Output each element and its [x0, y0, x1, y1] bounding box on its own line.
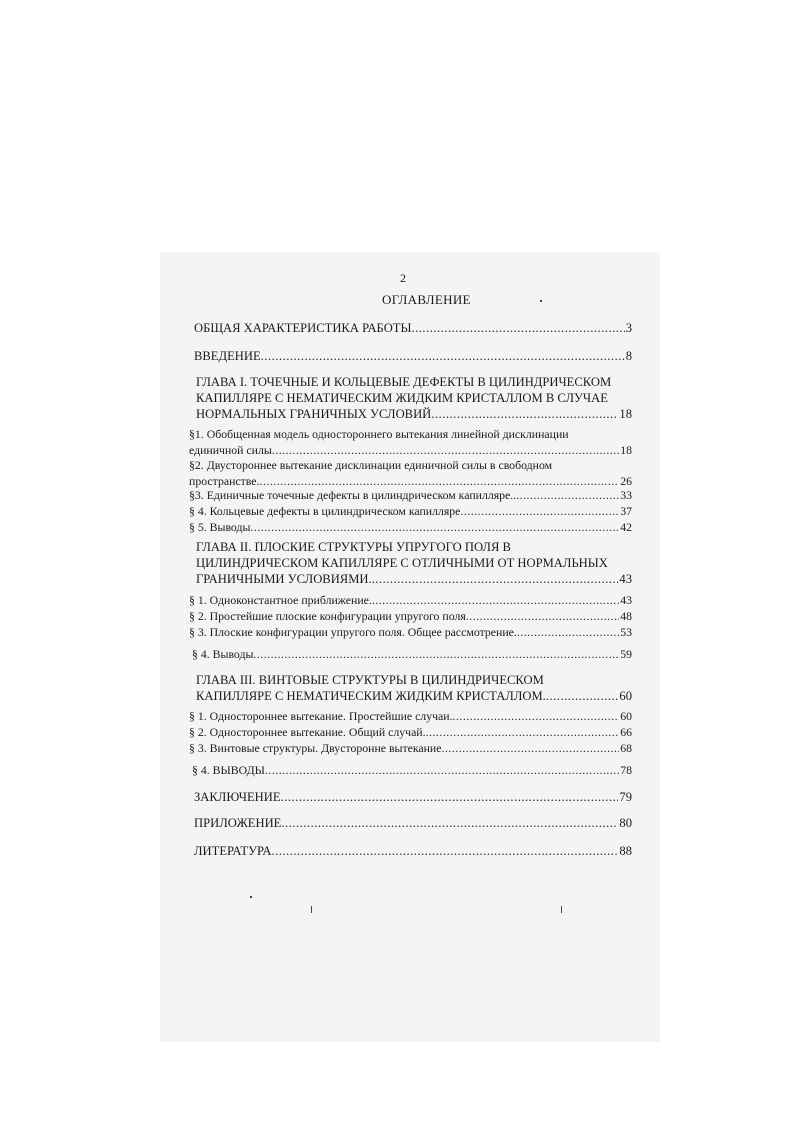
toc-entry-title: ОБЩАЯ ХАРАКТЕРИСТИКА РАБОТЫ — [194, 321, 412, 335]
toc-entry-line: ГЛАВА I. ТОЧЕЧНЫЕ И КОЛЬЦЕВЫЕ ДЕФЕКТЫ В ЦИЛИНДРИЧЕСКОМ — [196, 375, 612, 389]
toc-page-number: 33 — [620, 488, 632, 502]
dot-leader — [261, 348, 625, 364]
toc-entry — [189, 457, 632, 489]
toc-entry — [194, 815, 632, 831]
toc-entry — [194, 348, 632, 364]
scan-speck — [540, 300, 542, 302]
toc-entry-line: ГЛАВА III. ВИНТОВЫЕ СТРУКТУРЫ В ЦИЛИНДРИЧЕСКОМ — [196, 673, 544, 687]
toc-page-number: 59 — [620, 647, 632, 661]
toc-entry — [194, 320, 632, 336]
dot-leader — [460, 503, 619, 519]
dot-leader — [272, 843, 619, 859]
toc-entry-line: §2. Двустороннее вытекание дисклинации единичной силы в свободном — [189, 458, 553, 472]
toc-page-number: 80 — [619, 816, 632, 830]
toc-page-number: 26 — [620, 474, 632, 488]
toc-page-number: 37 — [620, 504, 632, 518]
dot-leader — [253, 646, 619, 662]
dot-leader — [272, 442, 619, 458]
toc-entry-title: § 3. Винтовые структуры. Двусторонне вытекание — [189, 741, 442, 755]
toc-entry — [189, 519, 632, 535]
toc-entry — [196, 539, 632, 587]
dot-leader — [372, 571, 619, 587]
page-number: 2 — [400, 271, 406, 285]
toc-entry — [192, 646, 632, 662]
toc-page-number: 60 — [620, 709, 632, 723]
toc-page-number: 42 — [620, 520, 632, 534]
dot-leader — [453, 708, 620, 724]
toc-entry — [194, 843, 632, 859]
toc-entry-title: ГРАНИЧНЫМИ УСЛОВИЯМИ. — [196, 572, 372, 586]
toc-entry-title: § 3. Плоские конфигурации упругого поля. Общее рассмотрение. — [189, 625, 517, 639]
toc-page-number: 60 — [619, 689, 632, 703]
toc-page-number: 48 — [620, 609, 632, 623]
dot-leader — [372, 592, 619, 608]
toc-entry — [189, 487, 632, 503]
toc-entry-title: единичной силы — [189, 443, 272, 457]
toc-entry — [189, 624, 632, 640]
toc-entry-title: § 4. Выводы — [192, 647, 254, 661]
dot-leader — [466, 608, 619, 624]
toc-entry — [192, 762, 632, 778]
dot-leader — [546, 688, 619, 704]
toc-page-number: 66 — [620, 725, 632, 739]
toc-page-number: 18 — [620, 443, 632, 457]
toc-entry — [189, 708, 632, 724]
dot-leader — [281, 789, 619, 805]
toc-page-number: 79 — [619, 790, 632, 804]
toc-entry-title: КАПИЛЛЯРЕ С НЕМАТИЧЕСКИМ ЖИДКИМ КРИСТАЛЛОМ. — [196, 689, 546, 703]
toc-entry — [196, 672, 632, 704]
toc-page-number: 3 — [625, 321, 632, 335]
toc-entry-title: § 4. Кольцевые дефекты в цилиндрическом капилляре — [189, 504, 461, 518]
dot-leader — [411, 320, 624, 336]
toc-page-number: 78 — [620, 763, 632, 777]
toc-entry — [189, 608, 632, 624]
toc-entry-title: § 2. Одностороннее вытекание. Общий случай. — [189, 725, 426, 739]
toc-entry-title: §3. Единичные точечные дефекты в цилиндрическом капилляре.. — [189, 488, 517, 502]
dot-leader — [265, 762, 619, 778]
toc-page-number: 18 — [619, 407, 632, 421]
toc-entry-line: ЦИЛИНДРИЧЕСКОМ КАПИЛЛЯРЕ С ОТЛИЧНЫМИ ОТ НОРМАЛЬНЫХ — [196, 556, 608, 570]
toc-entry — [196, 374, 632, 422]
scan-speck — [250, 896, 252, 898]
dot-leader — [516, 487, 619, 503]
toc-page-number: 43 — [619, 572, 632, 586]
toc-page-number: 43 — [620, 593, 632, 607]
toc-entry — [194, 789, 632, 805]
toc-entry-title: § 2. Простейшие плоские конфигурации упругого поля — [189, 609, 466, 623]
toc-entry-title: § 4. ВЫВОДЫ — [192, 763, 265, 777]
toc-entry — [189, 592, 632, 608]
dot-leader — [431, 406, 618, 422]
toc-entry — [189, 740, 632, 756]
toc-entry-title: ЗАКЛЮЧЕНИЕ — [194, 790, 281, 804]
toc-entry — [189, 503, 632, 519]
toc-entry-title: ЛИТЕРАТУРА — [194, 844, 272, 858]
toc-entry-title: НОРМАЛЬНЫХ ГРАНИЧНЫХ УСЛОВИЙ — [196, 407, 432, 421]
toc-entry-title: § 1. Одностороннее вытекание. Простейшие случаи. — [189, 709, 453, 723]
toc-entry — [189, 724, 632, 740]
toc-entry-title: § 5. Выводы — [189, 520, 251, 534]
toc-entry-title: ПРИЛОЖЕНИЕ — [194, 816, 282, 830]
toc-page-number: 8 — [625, 349, 632, 363]
toc-entry — [189, 426, 632, 458]
dot-leader — [442, 740, 620, 756]
dot-leader — [281, 815, 618, 831]
toc-entry-title: ВВЕДЕНИЕ — [194, 349, 261, 363]
toc-entry-title: пространстве. — [189, 474, 260, 488]
dot-leader — [517, 624, 619, 640]
toc-page-number: 68 — [620, 741, 632, 755]
toc-page-number: 88 — [619, 844, 632, 858]
dot-leader — [250, 519, 619, 535]
toc-entry-line: ГЛАВА II. ПЛОСКИЕ СТРУКТУРЫ УПРУГОГО ПОЛЯ В — [196, 540, 511, 554]
scan-speck — [311, 906, 312, 913]
toc-page-number: 53 — [620, 625, 632, 639]
toc-entry-title: § 1. Одноконстантное приближение. — [189, 593, 372, 607]
toc-heading: ОГЛАВЛЕНИЕ — [382, 292, 471, 307]
toc-entry-line: КАПИЛЛЯРЕ С НЕМАТИЧЕСКИМ ЖИДКИМ КРИСТАЛЛОМ В СЛУЧАЕ — [196, 391, 608, 405]
toc-entry-line: §1. Обобщенная модель одностороннего вытекания линейной дисклинации — [189, 427, 569, 441]
dot-leader — [426, 724, 620, 740]
scan-speck — [561, 906, 562, 913]
